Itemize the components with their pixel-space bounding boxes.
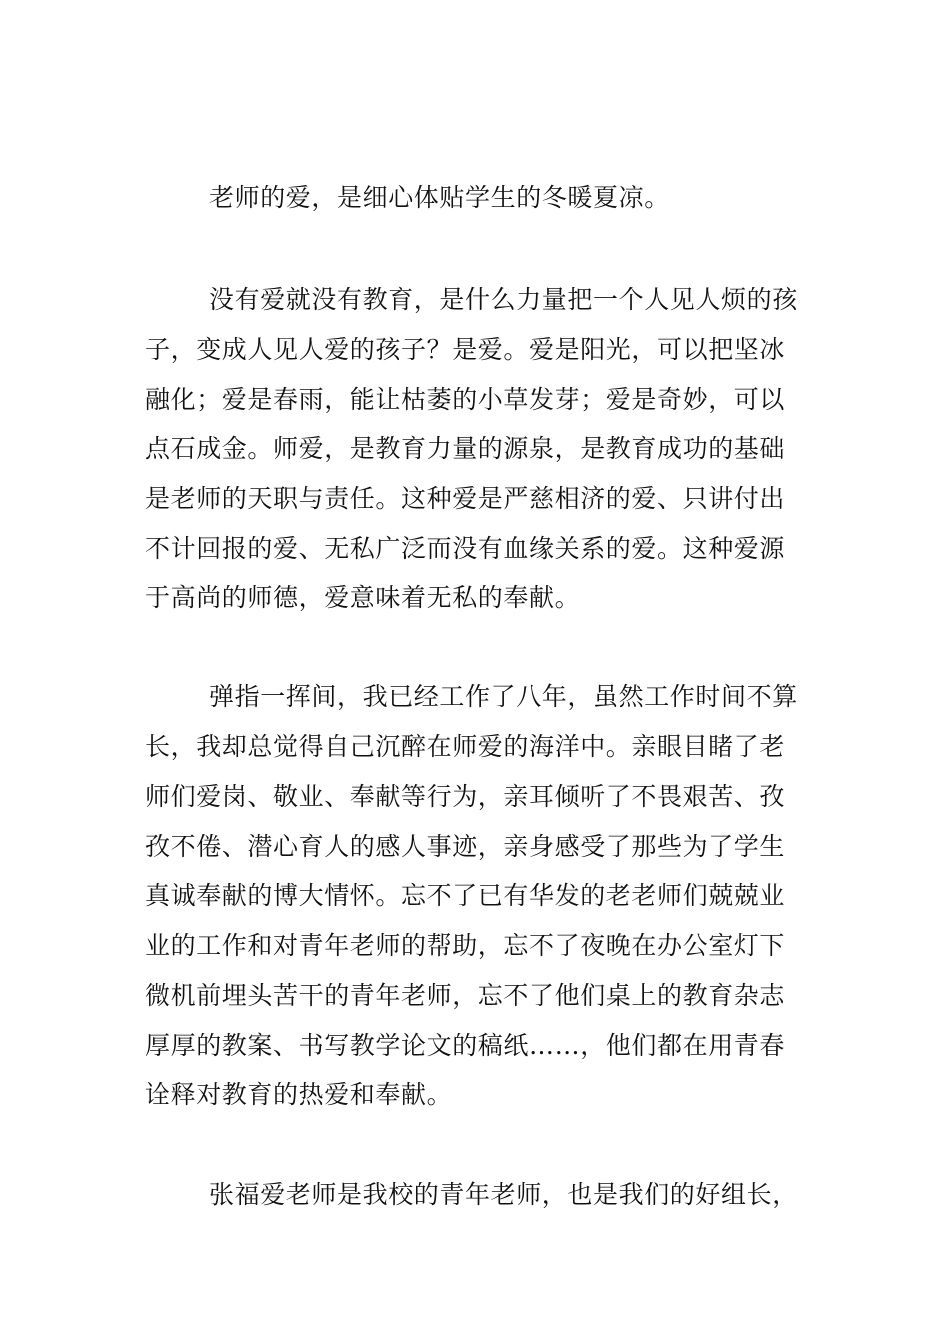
paragraph-3-line-2: 长，我却总觉得自己沉醉在师爱的海洋中。亲眼目睹了老 <box>145 732 786 761</box>
paragraph-2-line-7: 于高尚的师德，爱意味着无私的奉献。 <box>145 583 581 612</box>
paragraph-3-line-7: 微机前埋头苦干的青年老师，忘不了他们桌上的教育杂志 <box>145 981 786 1010</box>
paragraph-3-line-8: 厚厚的教案、书写教学论文的稿纸……，他们都在用青春 <box>145 1031 786 1060</box>
paragraph-3-line-1: 弹指一挥间，我已经工作了八年，虽然工作时间不算 <box>209 682 798 711</box>
paragraph-2-line-1: 没有爱就没有教育，是什么力量把一个人见人烦的孩 <box>209 285 798 314</box>
paragraph-3-line-3: 师们爱岗、敬业、奉献等行为，亲耳倾听了不畏艰苦、孜 <box>145 782 786 811</box>
paragraph-3-line-6: 业的工作和对青年老师的帮助，忘不了夜晚在办公室灯下 <box>145 931 786 960</box>
paragraph-3-line-9: 诠释对教育的热爱和奉献。 <box>145 1080 453 1109</box>
paragraph-3-line-5: 真诚奉献的博大情怀。忘不了已有华发的老老师们兢兢业 <box>145 881 786 910</box>
paragraph-4-line-1: 张福爱老师是我校的青年老师，也是我们的好组长， <box>209 1180 798 1209</box>
paragraph-2-line-2: 子，变成人见人爱的孩子？是爱。爱是阳光，可以把坚冰 <box>145 335 786 364</box>
paragraph-2-line-6: 不计回报的爱、无私广泛而没有血缘关系的爱。这种爱源 <box>145 534 786 563</box>
paragraph-1-line-1: 老师的爱，是细心体贴学生的冬暖夏凉。 <box>209 183 670 212</box>
paragraph-2-line-4: 点石成金。师爱，是教育力量的源泉，是教育成功的基础 <box>145 434 786 463</box>
paragraph-3-line-4: 孜不倦、潜心育人的感人事迹，亲身感受了那些为了学生 <box>145 832 786 861</box>
paragraph-2-line-5: 是老师的天职与责任。这种爱是严慈相济的爱、只讲付出 <box>145 484 786 513</box>
paragraph-2-line-3: 融化；爱是春雨，能让枯萎的小草发芽；爱是奇妙，可以 <box>145 385 786 414</box>
